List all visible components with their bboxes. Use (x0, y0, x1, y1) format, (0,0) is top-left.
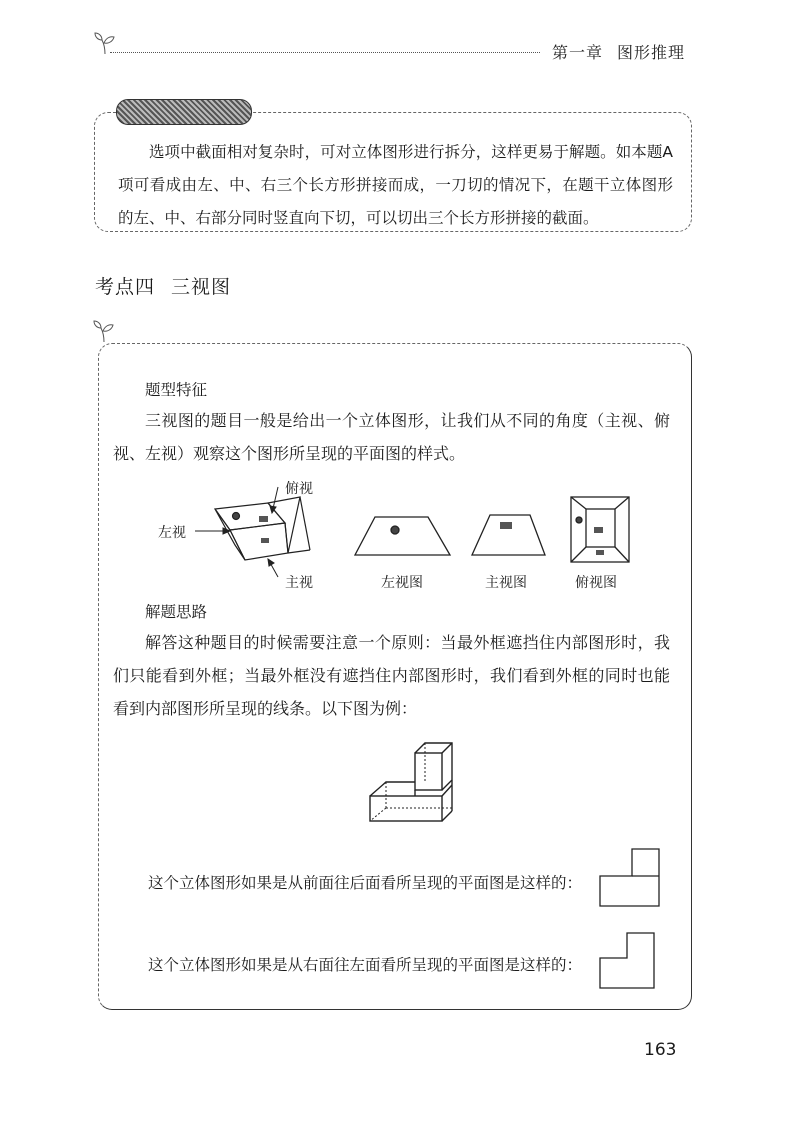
right-caption: 这个立体图形如果是从右面往左面看所呈现的平面图是这样的： (148, 956, 583, 974)
tip-text: 选项中截面相对复杂时，可对立体图形进行拆分，这样更易于解题。如本题A项可看成由左、中、右三个长方形拼接而成，一刀切的情况下，在题干立体图形的左、中、右部分同时竖直向下切，可以切出三个长方形拼接的截面。 (118, 143, 673, 227)
feature-heading: 题型特征 (145, 381, 208, 399)
section-label: 考点四 (95, 276, 156, 298)
section-name: 三视图 (171, 276, 232, 298)
left-view-drawing (355, 517, 450, 555)
front-view-label: 主视 (285, 575, 313, 591)
view-arrows (195, 487, 278, 577)
page-number: 163 (644, 1040, 677, 1060)
solid-drawing (215, 497, 310, 560)
chapter-title: 图形推理 (617, 43, 686, 62)
header-rule (110, 52, 540, 53)
l-solid-figure (360, 738, 470, 828)
section-title (95, 272, 231, 299)
feature-text: 三视图的题目一般是给出一个立体图形，让我们从不同的角度（主视、俯视、左视）观察这个图形所呈现的平面图的样式。 (113, 411, 670, 463)
top-view-drawing-caption: 俯视图 (575, 575, 617, 591)
tip-badge (116, 99, 252, 125)
running-header (552, 40, 685, 63)
method-heading: 解题思路 (145, 603, 208, 621)
top-view-label: 俯视 (285, 481, 313, 497)
right-view-result (595, 930, 665, 992)
front-view-result (595, 846, 665, 910)
chapter-label: 第一章 (552, 43, 604, 62)
front-view-drawing (472, 515, 545, 555)
top-view-drawing (571, 497, 629, 562)
method-text: 解答这种题目的时候需要注意一个原则：当最外框遮挡住内部图形时，我们只能看到外框；当最外框没有遮挡住内部图形时，我们看到外框的同时也能看到内部图形所呈现的线条。以下图为例： (113, 633, 670, 718)
sprout-icon (90, 318, 118, 344)
left-view-drawing-caption: 左视图 (381, 575, 423, 591)
front-caption: 这个立体图形如果是从前面往后面看所呈现的平面图是这样的： (148, 874, 583, 892)
front-view-drawing-caption: 主视图 (485, 575, 527, 591)
left-view-label: 左视 (158, 525, 186, 541)
